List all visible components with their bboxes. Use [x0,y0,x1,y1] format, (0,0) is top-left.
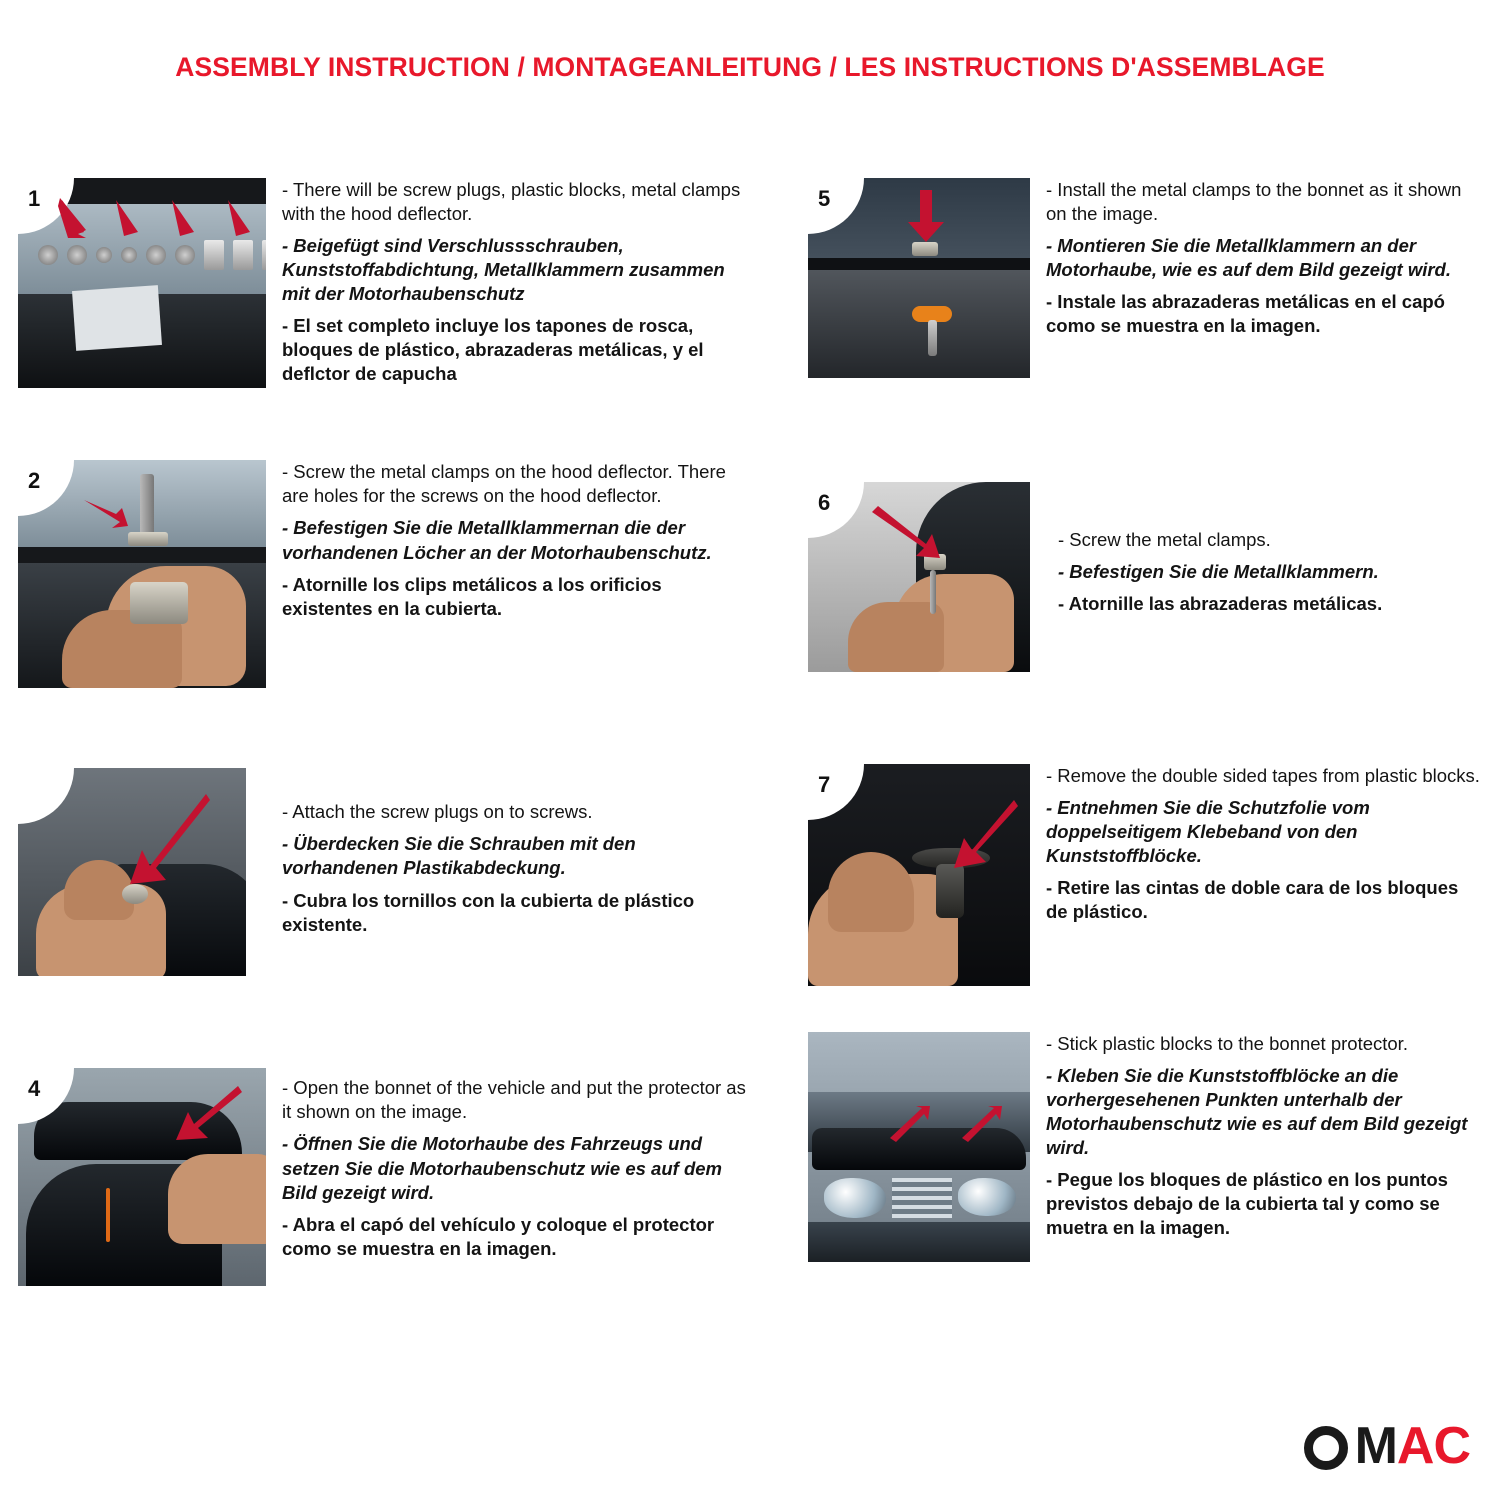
step-number: 7 [818,772,831,797]
tighten-clamps-photo [808,482,1030,672]
step-number: 2 [28,468,41,494]
step-6-line-es: - Atornille las abrazaderas metálicas. [1058,593,1383,615]
step-number: 3 [34,778,47,804]
step-3-line-es: - Cubra los tornillos con la cubierta de plástico existente. [282,889,695,935]
page-title: ASSEMBLY INSTRUCTION / MONTAGEANLEITUNG / LES INSTRUCTIONS D'ASSEMBLAGE [175,52,1325,82]
screwing-clamp-photo [18,460,266,688]
step-4 [18,1068,756,1286]
omac-logo-o-icon [1304,1426,1348,1470]
steps-column-right [808,178,1484,1284]
step-3-line-de: - Überdecken Sie die Schrauben mit den vorhandenen Plastikabdeckung. [282,833,636,879]
step-3-text [246,768,756,944]
step-4-text [266,1068,756,1268]
step-5-line-de: - Montieren Sie die Metallklammern an der Motorhaube, wie es auf dem Bild gezeigt wird. [1046,235,1451,281]
omac-logo [1304,1416,1470,1476]
screw-plug-photo [18,768,246,976]
step-1-line-en: - There will be screw plugs, plastic blocks, metal clamps with the hood deflector. [282,179,741,225]
step-4-line-de: - Öffnen Sie die Motorhaube des Fahrzeugs und setzen Sie die Motorhaubenschutz wie es auf dem Bild gezeigt wird. [282,1133,722,1203]
step-2-line-de: - Befestigen Sie die Metallklammernan die der vorhandenen Löcher an der Motorhaubenschutz. [282,517,712,563]
hardware-kit-photo [18,178,266,388]
omac-logo-ac: AC [1396,1417,1470,1475]
step-7-line-de: - Entnehmen Sie die Schutzfolie vom doppelseitigem Klebeband von den Kunststoffblöcke. [1046,797,1370,867]
step-6-line-en: - Screw the metal clamps. [1058,529,1271,550]
step-1-line-de: - Beigefügt sind Verschlussschrauben, Kunststoffabdichtung, Metallklammern zusammen mit der Motorhaubenschutz [282,235,725,305]
step-2-line-en: - Screw the metal clamps on the hood deflector. There are holes for the screws on the hood deflector. [282,461,726,507]
step-7-line-en: - Remove the double sided tapes from plastic blocks. [1046,765,1480,786]
step-6 [808,482,1484,672]
step-2-text [266,460,756,628]
stick-blocks-photo [808,1032,1030,1262]
step-number: 5 [818,186,831,211]
install-clamps-bonnet-photo [808,178,1030,378]
step-7 [808,764,1484,986]
step-8 [808,1032,1484,1262]
step-7-line-es: - Retire las cintas de doble cara de los bloques de plástico. [1046,877,1459,923]
step-5-text [1030,178,1484,346]
step-8-line-en: - Stick plastic blocks to the bonnet protector. [1046,1033,1408,1054]
step-number: 6 [818,490,831,515]
step-1-text [266,178,756,394]
step-1 [18,178,756,394]
step-3-line-en: - Attach the screw plugs on to screws. [282,801,593,823]
step-8-line-de: - Kleben Sie die Kunststoffblöcke an die vorhergesehenen Punkten unterhalb der Motorhaubenschutz wie es auf dem Bild gezeigt wird. [1046,1065,1468,1159]
step-2-line-es: - Atornille los clips metálicos a los orificios existentes en la cubierta. [282,573,662,619]
step-4-line-es: - Abra el capó del vehículo y coloque el protector como se muestra en la imagen. [282,1213,715,1259]
step-number: 4 [28,1076,41,1102]
omac-logo-m: M [1354,1417,1397,1475]
step-7-text [1030,764,1484,932]
steps-column-left [18,178,756,1308]
step-8-line-es: - Pegue los bloques de plástico en los puntos previstos debajo de la cubierta tal y como se muetra en la imagen. [1046,1169,1448,1239]
step-1-line-es: - El set completo incluye los tapones de rosca, bloques de plástico, abrazaderas metálicas, y el deflctor de capucha [282,315,704,385]
step-number: 1 [28,186,41,211]
step-2 [18,460,756,688]
step-3 [18,768,756,976]
open-bonnet-photo [18,1068,266,1286]
step-5-line-es: - Instale las abrazaderas metálicas en el capó como se muestra en la imagen. [1046,291,1445,337]
remove-tape-photo [808,764,1030,986]
step-5-line-en: - Install the metal clamps to the bonnet as it shown on the image. [1046,179,1462,225]
step-4-line-en: - Open the bonnet of the vehicle and put the protector as it shown on the image. [282,1077,746,1123]
step-5 [808,178,1484,378]
step-6-text [1030,482,1484,624]
step-8-text [1030,1032,1484,1248]
step-6-line-de: - Befestigen Sie die Metallklammern. [1058,561,1379,583]
